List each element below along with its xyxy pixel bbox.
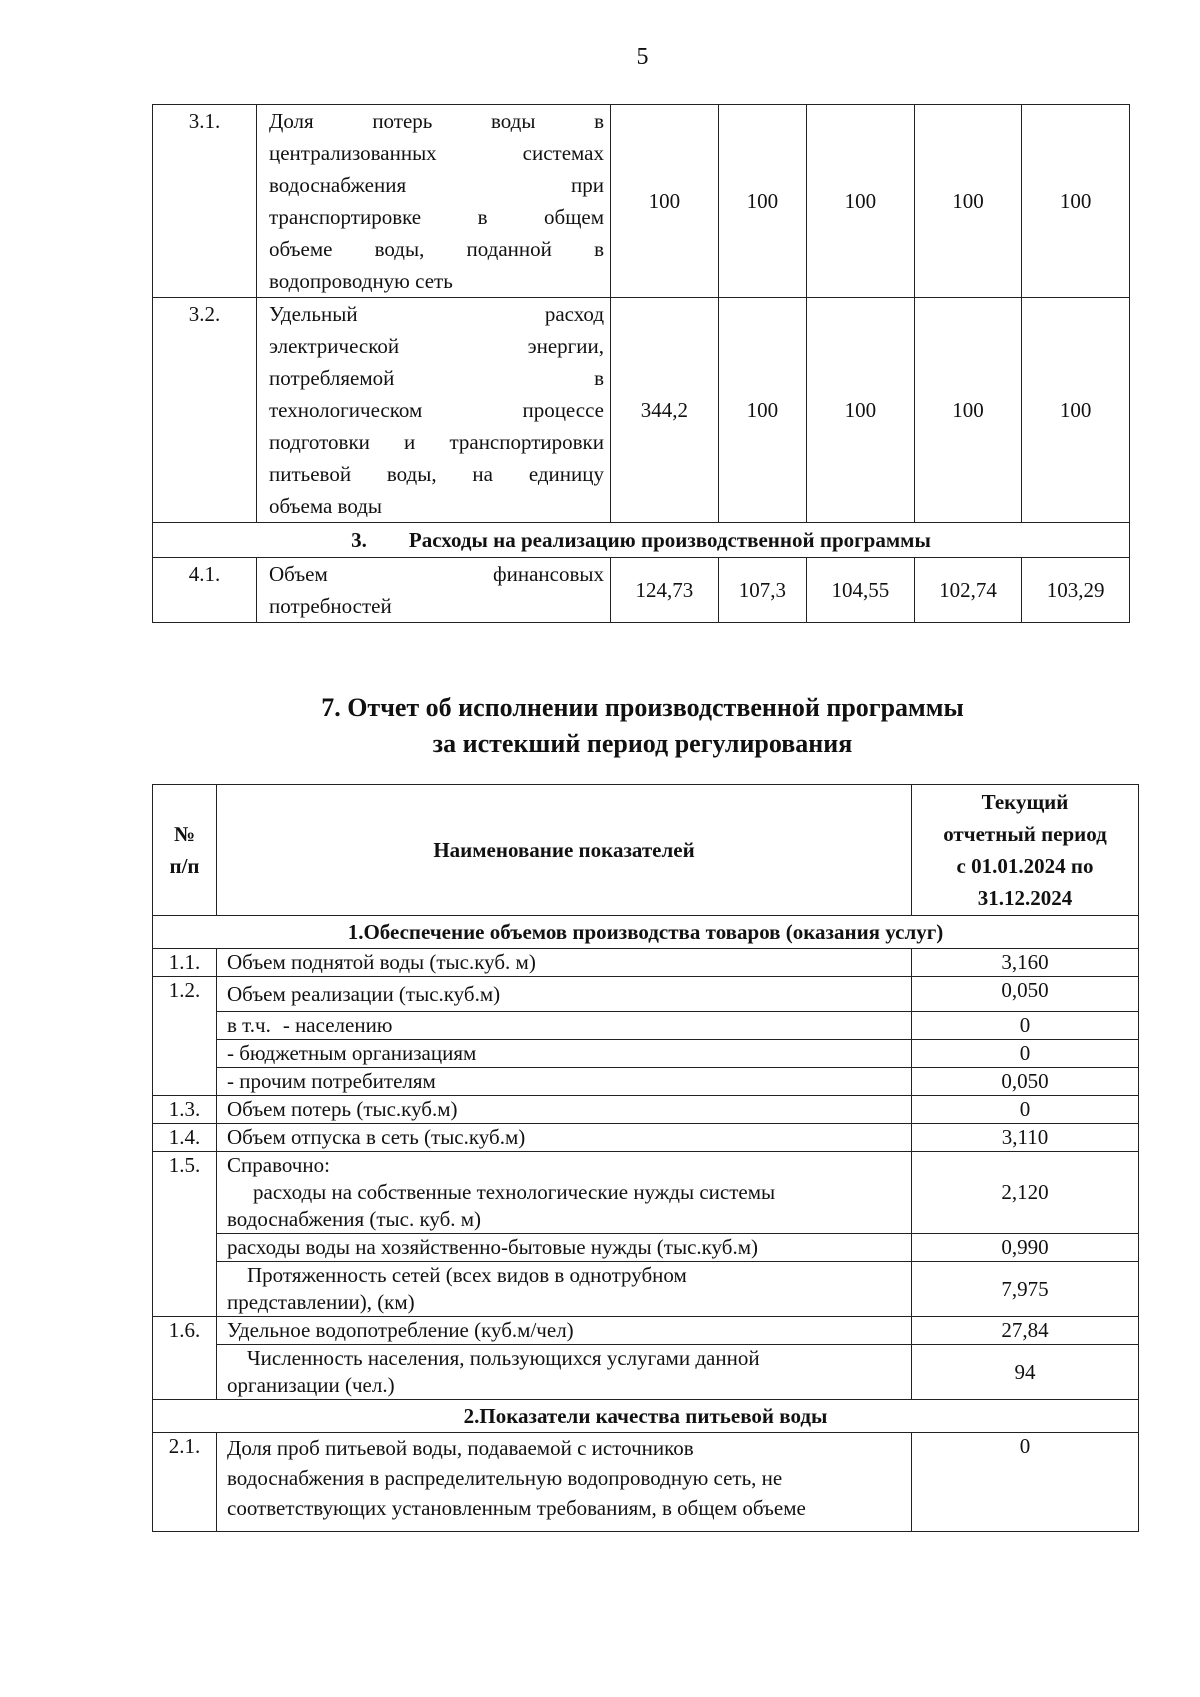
header-name: Наименование показателей (217, 785, 912, 916)
value-cell: 0 (912, 1433, 1139, 1532)
table-row (153, 1096, 1139, 1124)
indicator-name (217, 1262, 912, 1317)
name-line: Удельный расход (269, 302, 604, 326)
indicator-name (217, 1152, 912, 1234)
value-cell: 124,73 (611, 558, 719, 623)
value-cell: 3,110 (912, 1124, 1139, 1152)
header-line: п/п (169, 854, 200, 878)
row-number: 3.2. (153, 298, 257, 523)
value-cell: 3,160 (912, 949, 1139, 977)
header-line: отчетный период (943, 822, 1107, 846)
row-number: 1.6. (153, 1317, 217, 1400)
row-number: 1.5. (153, 1152, 217, 1317)
value-cell: 344,2 (611, 298, 719, 523)
indicator-name: Объем поднятой воды (тыс.куб. м) (217, 949, 912, 977)
value-cell: 0 (912, 1012, 1139, 1040)
header-period (912, 785, 1139, 916)
row-number: 1.3. (153, 1096, 217, 1124)
value-cell: 27,84 (912, 1317, 1139, 1345)
indicator-name (257, 105, 611, 298)
name-line: потребностей (269, 594, 392, 618)
value-cell: 0,050 (912, 1068, 1139, 1096)
table-row (153, 1345, 1139, 1400)
section-header: 2.Показатели качества питьевой воды (153, 1400, 1139, 1433)
section-header (153, 523, 1130, 558)
value-cell: 0,050 (912, 977, 1139, 1012)
value-cell: 100 (807, 105, 915, 298)
value-cell: 100 (914, 105, 1022, 298)
header-line: № (173, 822, 196, 846)
name-line: организации (чел.) (227, 1373, 395, 1397)
indicator-name: - прочим потребителям (217, 1068, 912, 1096)
name-line: представлении), (км) (227, 1290, 415, 1314)
name-line: водоснабжения (тыс. куб. м) (227, 1207, 482, 1231)
indicator-name: Объем реализации (тыс.куб.м) (217, 977, 912, 1012)
table-row (153, 949, 1139, 977)
value-cell: 100 (914, 298, 1022, 523)
row-number: 1.4. (153, 1124, 217, 1152)
row-number: 1.1. (153, 949, 217, 977)
indicator-name (217, 1345, 912, 1400)
indicator-name: Удельное водопотребление (куб.м/чел) (217, 1317, 912, 1345)
name-line: питьевой воды, на единицу (269, 462, 604, 486)
table-row (153, 558, 1130, 623)
indicator-name: Объем потерь (тыс.куб.м) (217, 1096, 912, 1124)
section-7-title (0, 690, 1200, 762)
name-line: Протяженность сетей (всех видов в однотрубном (247, 1263, 687, 1287)
table-row (153, 1262, 1139, 1317)
row-number: 1.2. (153, 977, 217, 1096)
table-row (153, 298, 1130, 523)
header-line: Текущий (981, 790, 1069, 814)
table-row (153, 1124, 1139, 1152)
table-row (153, 1234, 1139, 1262)
header-row (153, 785, 1139, 916)
table-row (153, 1040, 1139, 1068)
value-cell: 100 (1022, 105, 1130, 298)
title-line: 7. Отчет об исполнении производственной программы (321, 693, 964, 722)
table-row (153, 1317, 1139, 1345)
sub-name: - населению (282, 1013, 393, 1037)
name-line: централизованных системах (269, 141, 604, 165)
name-line: водоснабжения при (269, 173, 604, 197)
table-row (153, 1012, 1139, 1040)
value-cell: 102,74 (914, 558, 1022, 623)
name-line: водопроводную сеть (269, 269, 453, 293)
name-line: объеме воды, поданной в (269, 237, 604, 261)
value-cell: 7,975 (912, 1262, 1139, 1317)
value-cell: 100 (718, 105, 806, 298)
table-row (153, 105, 1130, 298)
name-line: расходы на собственные технологические нужды системы (253, 1180, 776, 1204)
name-line: Численность населения, пользующихся услугами данной (247, 1346, 760, 1370)
table-row (153, 1433, 1139, 1532)
table-row (153, 977, 1139, 1012)
name-line: Справочно: (227, 1153, 330, 1177)
section-title: Расходы на реализацию производственной программы (408, 528, 931, 552)
name-line: технологическом процессе (269, 398, 604, 422)
indicator-name (257, 298, 611, 523)
name-line: Доля проб питьевой воды, подаваемой с источников (227, 1436, 694, 1460)
indicator-name: Объем отпуска в сеть (тыс.куб.м) (217, 1124, 912, 1152)
name-line: соответствующих установленным требованиям, в общем объеме (227, 1496, 806, 1520)
value-cell: 100 (718, 298, 806, 523)
value-cell: 107,3 (718, 558, 806, 623)
section-number: 3. (351, 528, 367, 552)
name-line: объема воды (269, 494, 383, 518)
name-line: потребляемой в (269, 366, 604, 390)
header-line: с 01.01.2024 по (956, 854, 1094, 878)
header-line: 31.12.2024 (977, 886, 1073, 910)
sub-prefix: в т.ч. (227, 1013, 271, 1037)
indicator-name (217, 1433, 912, 1532)
header-number (153, 785, 217, 916)
table-row (153, 1068, 1139, 1096)
indicator-name: расходы воды на хозяйственно-бытовые нужды (тыс.куб.м) (217, 1234, 912, 1262)
value-cell: 100 (807, 298, 915, 523)
value-cell: 0 (912, 1096, 1139, 1124)
table-row (153, 1152, 1139, 1234)
value-cell: 103,29 (1022, 558, 1130, 623)
value-cell: 100 (611, 105, 719, 298)
value-cell: 2,120 (912, 1152, 1139, 1234)
row-number: 2.1. (153, 1433, 217, 1532)
row-number: 3.1. (153, 105, 257, 298)
section-row (153, 916, 1139, 949)
name-line: Объем финансовых (269, 562, 604, 586)
name-line: электрической энергии, (269, 334, 604, 358)
value-cell: 104,55 (807, 558, 915, 623)
program-execution-report-table (152, 784, 1139, 1532)
title-line: за истекший период регулирования (432, 729, 853, 758)
name-line: водоснабжения в распределительную водопроводную сеть, не (227, 1466, 783, 1490)
indicator-name (257, 558, 611, 623)
production-program-table-continuation (152, 104, 1130, 623)
name-line: Доля потерь воды в (269, 109, 604, 133)
name-line: транспортировке в общем (269, 205, 604, 229)
name-line: подготовки и транспортировки (269, 430, 604, 454)
value-cell: 0,990 (912, 1234, 1139, 1262)
indicator-name: - бюджетным организациям (217, 1040, 912, 1068)
value-cell: 0 (912, 1040, 1139, 1068)
section-header: 1.Обеспечение объемов производства товаров (оказания услуг) (153, 916, 1139, 949)
section-row (153, 1400, 1139, 1433)
page-number: 5 (636, 44, 649, 70)
value-cell: 94 (912, 1345, 1139, 1400)
value-cell: 100 (1022, 298, 1130, 523)
indicator-name (217, 1012, 912, 1040)
section-row (153, 523, 1130, 558)
row-number: 4.1. (153, 558, 257, 623)
